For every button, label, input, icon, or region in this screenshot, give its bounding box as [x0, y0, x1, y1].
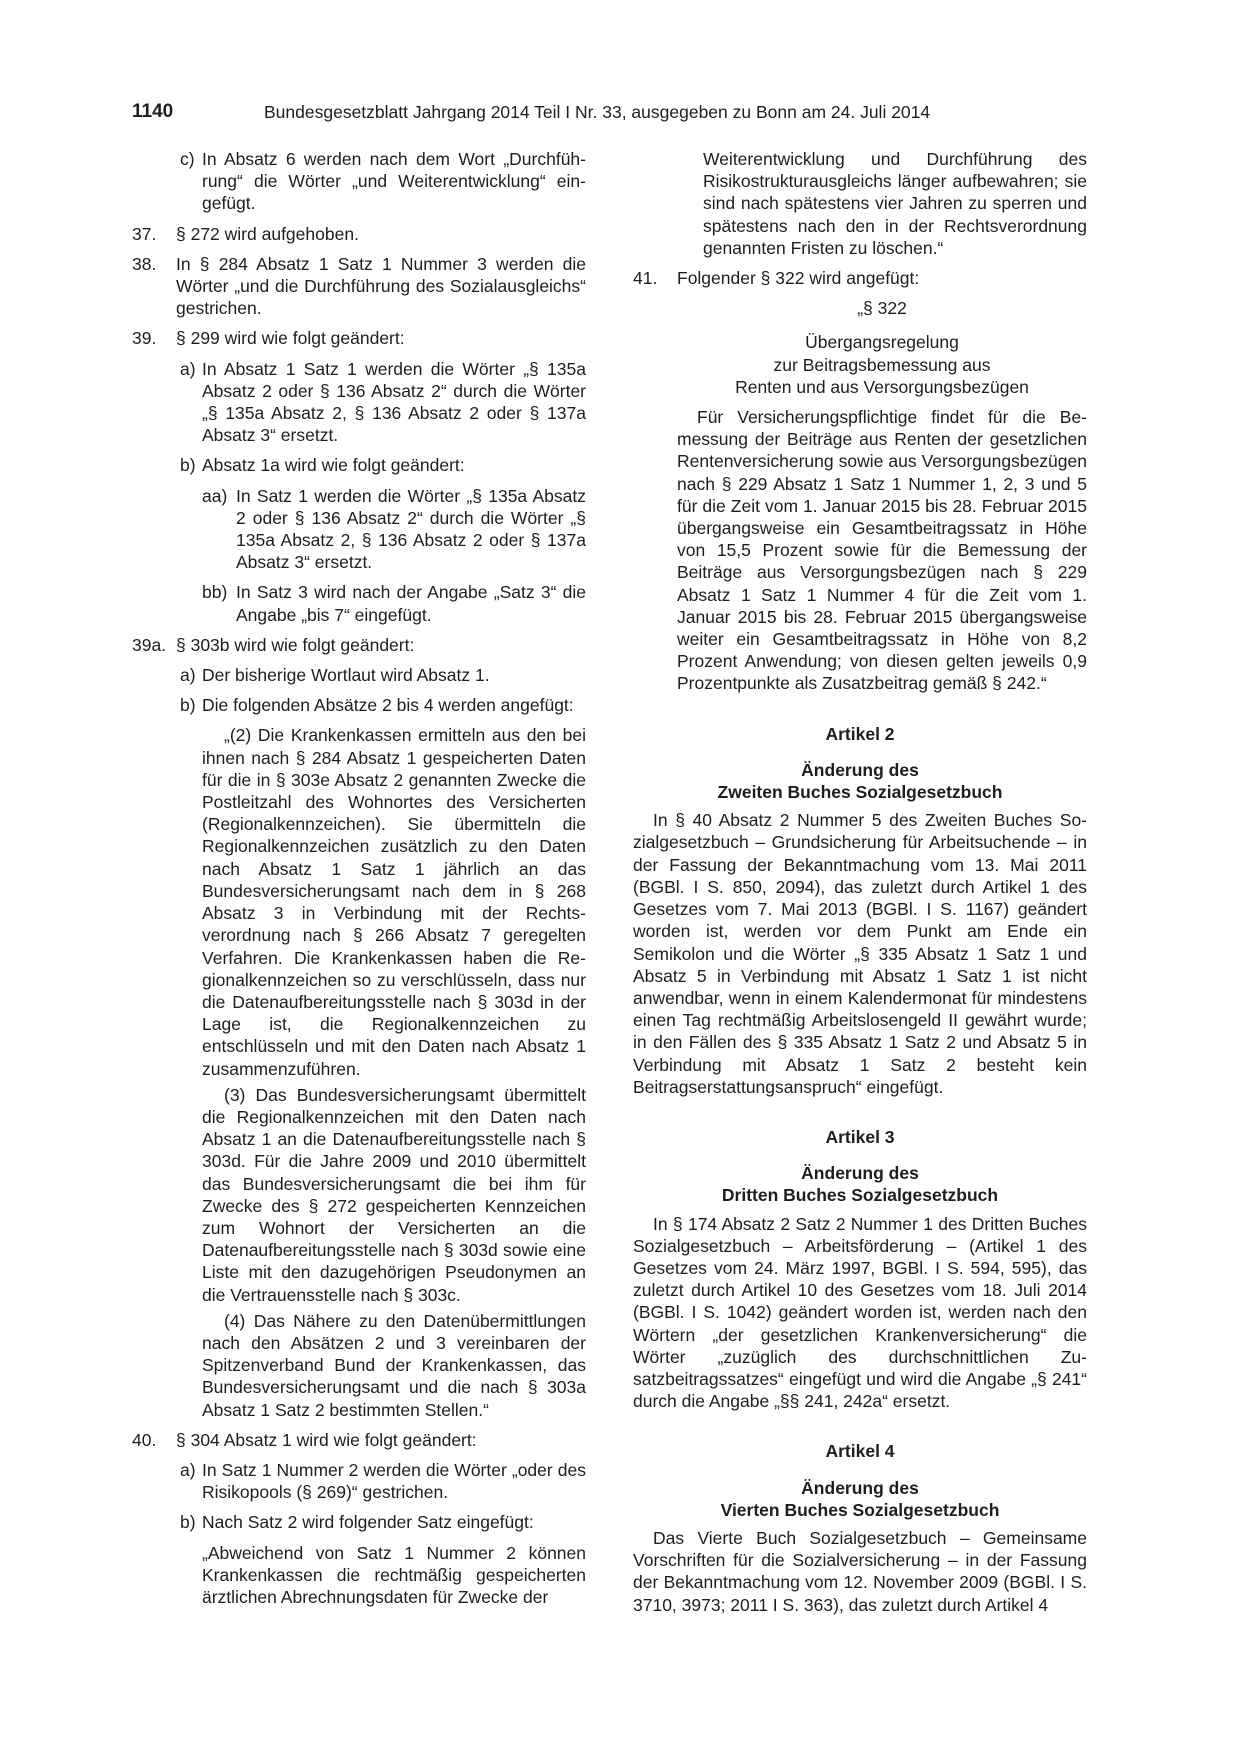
item-label: a) — [180, 665, 196, 686]
quoted-amendment — [132, 1542, 586, 1609]
page-header — [132, 100, 982, 130]
page-number: 1140 — [132, 101, 174, 122]
quote-paragraph: (4) Das Nähere zu den Datenübermittlungen nach den Absätzen 2 und 3 vereinbaren der Spitzenverband Bund der Krankenkassen, das Bundesversicherungsamt und die nach § 303a Absatz 1 Satz 2 bestimmten Stellen.“ — [202, 1310, 586, 1420]
list-item — [132, 223, 586, 245]
item-number: 39. — [132, 328, 157, 349]
item-text: Nach Satz 2 wird folgender Satz eingefügt: — [202, 1512, 534, 1533]
item-label: bb) — [202, 582, 228, 603]
list-item — [132, 485, 586, 574]
list-item — [132, 634, 586, 656]
article-text: In § 40 Absatz 2 Nummer 5 des Zweiten Buches Sozialgesetzbuch – Grundsicherung für Arbeitsuchende – in der Fassung der Bekanntmachung vom 13. Mai 2011 (BGBl. I S. 850, 2094), das zuletzt durch Artikel 1 des Gesetzes vom 7. Mai 2013 (BGBl. I S. 1167) geändert worden ist, werden vor dem Punkt am Ende ein Semikolon und die Wörter „§ 335 Absatz 1 Satz 1 und Absatz 5 in Verbindung mit Absatz 1 Satz 1 ist nicht anwendbar, wenn in einem Kalendermonat für mindestens einen Tag rechtmäßig Arbeitslosengeld II gewährt wurde; in den Fällen des § 335 Absatz 1 Satz 2 und Absatz 5 in Verbindung mit Absatz 1 Satz 2 besteht kein Beitragserstattungsanspruch“ eingefügt. — [633, 810, 1087, 1097]
list-item — [132, 694, 586, 716]
article-text: Das Vierte Buch Sozialgesetzbuch – Gemeinsame Vorschriften für die Sozialversicherung – in der Fassung der Bekanntmachung vom 12. November 2009 (BGBl. I S. 3710, 3973; 2011 I S. 363), das zuletzt durch Artikel 4 — [633, 1527, 1087, 1615]
list-item — [132, 1459, 586, 1503]
article-heading-line: Änderung des — [801, 1163, 919, 1184]
quoted-amendment — [132, 724, 586, 1420]
item-number: 40. — [132, 1429, 157, 1450]
quoted-amendment-continued — [633, 148, 1087, 259]
list-item — [132, 253, 586, 320]
item-text: In Satz 1 Nummer 2 werden die Wörter „oder des Risikopools (§ 269)“ gestrichen. — [202, 1459, 586, 1503]
list-item — [132, 664, 586, 686]
quote-paragraph: „(2) Die Krankenkassen ermitteln aus den bei ihnen nach § 284 Absatz 1 gespeicherten Daten für die in § 303e Absatz 2 genannten Zwecke die Postleitzahl des Wohnortes des Versicherten (Regionalkennzeichen). Sie übermitteln die Regionalkennzeichen zusätzlich zu den Daten nach Absatz 1 Satz 1 jährlich an das Bundesversicherungsamt nach dem in § 268 Absatz 3 in Verbindung mit der Rechtsverordnung nach § 266 Absatz 7 geregelten Verfahren. Die Krankenkassen haben die Regionalkennzeichen so zu verschlüsseln, dass nur die Datenaufbereitungsstelle nach § 303d in der Lage ist, die Regionalkennzeichen zu entschlüsseln und mit den Daten nach Absatz 1 zusammenzuführen. — [202, 725, 586, 1079]
item-text: § 303b wird wie folgt geändert: — [176, 634, 415, 655]
item-text: Die folgenden Absätze 2 bis 4 werden angefügt: — [202, 695, 574, 716]
article-title: Artikel 4 — [825, 1441, 895, 1462]
item-text: § 304 Absatz 1 wird wie folgt geändert: — [176, 1429, 477, 1450]
item-label: b) — [180, 455, 196, 476]
item-label: b) — [180, 1512, 196, 1533]
article-heading-line: Änderung des — [801, 759, 919, 780]
item-label: b) — [180, 695, 196, 716]
article-title: Artikel 2 — [825, 723, 895, 744]
article-2 — [633, 723, 1087, 1098]
section-heading-line: Renten und aus Versorgungsbezügen — [735, 376, 1029, 397]
article-4 — [633, 1440, 1087, 1615]
item-text: In Absatz 6 werden nach dem Wort „Durchführung“ die Wörter „und Weiterentwicklung“ eingefügt. — [202, 149, 586, 214]
list-item — [132, 1511, 586, 1533]
running-head: Bundesgesetzblatt Jahrgang 2014 Teil I Nr. 33, ausgegeben zu Bonn am 24. Juli 2014 — [264, 102, 931, 122]
item-label: aa) — [202, 485, 228, 506]
item-text: In § 284 Absatz 1 Satz 1 Nummer 3 werden die Wörter „und die Durchführung des Sozialausgleichs“ gestrichen. — [176, 253, 586, 319]
section-title: „§ 322 — [857, 298, 907, 319]
article-heading-line: Dritten Buches Sozialgesetzbuch — [721, 1185, 999, 1206]
left-column — [132, 148, 586, 1612]
item-text: § 272 wird aufgehoben. — [176, 223, 359, 244]
item-number: 37. — [132, 223, 157, 244]
article-3 — [633, 1126, 1087, 1412]
list-item — [132, 1429, 586, 1451]
article-heading-line: Änderung des — [801, 1477, 919, 1498]
list-item — [132, 581, 586, 625]
item-text: § 299 wird wie folgt geändert: — [176, 328, 405, 349]
quote-paragraph: (3) Das Bundesversicherungsamt übermittelt die Regionalkennzeichen mit den Daten nach Absatz 1 an die Datenaufbereitungsstelle nach § 303d. Für die Jahre 2009 und 2010 übermittelt das Bundesversicherungsamt die bei ihm für Zwecke des § 272 gespeicherten Kennzeichen zum Wohnort der Versicherten an die Datenaufbereitungsstelle nach § 303d sowie eine Liste mit den dazugehörigen Pseudonymen an die Vertrauensstelle nach § 303c. — [202, 1084, 586, 1305]
item-text: In Satz 1 werden die Wörter „§ 135a Absatz 2 oder § 136 Absatz 2“ durch die Wörter „§ 135a Absatz 2, § 136 Absatz 2 oder § 137a Absatz 3“ ersetzt. — [236, 485, 586, 573]
article-text: In § 174 Absatz 2 Satz 2 Nummer 1 des Dritten Buches Sozialgesetzbuch – Arbeitsförderung – (Artikel 1 des Gesetzes vom 24. März 1997, BGBl. I S. 594, 595), das zuletzt durch Artikel 10 des Gesetzes vom 18. Juli 2014 (BGBl. I S. 1042) geändert worden ist, werden nach den Wörtern „der gesetzlichen Krankenversicherung“ die Wörter „zuzüglich des durchschnittlichen Zusatzbeitragssatzes“ eingefügt und wird die Angabe „§ 241“ durch die Angabe „§§ 241, 242a“ ersetzt. — [633, 1213, 1087, 1412]
quote-paragraph: „Abweichend von Satz 1 Nummer 2 können Krankenkassen die rechtmäßig gespeicherten ärztlichen Abrechnungsdaten für Zwecke der — [202, 1542, 586, 1607]
item-label: a) — [180, 1459, 196, 1480]
item-label: c) — [180, 149, 195, 169]
section-text: Für Versicherungspflichtige findet für die Bemessung der Beiträge aus Renten der gesetzlichen Rentenversicherung sowie aus Versorgungsbezügen nach § 229 Absatz 1 Satz 1 Nummer 1, 2, 3 und 5 für die Zeit vom 1. Januar 2015 bis 28. Februar 2015 übergangsweise ein Gesamtbeitragssatz in Höhe von 15,5 Prozent sowie für die Bemessung der Beiträge aus Versorgungsbezügen nach § 229 Absatz 1 Satz 1 Nummer 4 für die Zeit vom 1. Januar 2015 bis 28. Februar 2015 übergangsweise weiter ein Gesamtbeitragssatz in Höhe von 8,2 Prozent Anwendung; von diesen gelten jeweils 0,9 Prozentpunkte als Zusatzbeitrag gemäß § 242.“ — [677, 407, 1087, 694]
section-322 — [633, 297, 1087, 694]
item-number: 38. — [132, 253, 157, 274]
item-text: In Satz 3 wird nach der Angabe „Satz 3“ die Angabe „bis 7“ eingefügt. — [236, 582, 586, 625]
article-title: Artikel 3 — [825, 1126, 895, 1147]
list-item — [132, 454, 586, 476]
article-heading-line: Vierten Buches Sozialgesetzbuch — [720, 1499, 1000, 1520]
item-text: Der bisherige Wortlaut wird Absatz 1. — [202, 665, 490, 686]
section-heading-line: zur Beitragsbemessung aus — [773, 354, 991, 375]
right-column — [633, 148, 1087, 1616]
quote-paragraph: Weiterentwicklung und Durchführung des Risikostrukturausgleichs länger aufbewahren; sie sind nach spätestens vier Jahren zu sperren und spätestens nach den in der Rechtsverordnung genannten Fristen zu löschen.“ — [703, 149, 1087, 258]
item-text: Absatz 1a wird wie folgt geändert: — [202, 455, 465, 476]
item-number: 39a. — [132, 634, 167, 655]
item-text: Folgender § 322 wird angefügt: — [677, 268, 920, 289]
item-label: a) — [180, 358, 196, 379]
list-item — [132, 358, 586, 447]
section-heading-line: Übergangsregelung — [805, 332, 959, 353]
list-item — [132, 148, 586, 215]
list-item — [132, 327, 586, 349]
article-heading-line: Zweiten Buches Sozialgesetzbuch — [717, 782, 1003, 803]
list-item — [633, 267, 1087, 289]
item-number: 41. — [633, 268, 658, 289]
item-text: In Absatz 1 Satz 1 werden die Wörter „§ 135a Absatz 2 oder § 136 Absatz 2“ durch die Wörter „§ 135a Absatz 2, § 136 Absatz 2 oder § 137a Absatz 3“ ersetzt. — [202, 358, 586, 446]
